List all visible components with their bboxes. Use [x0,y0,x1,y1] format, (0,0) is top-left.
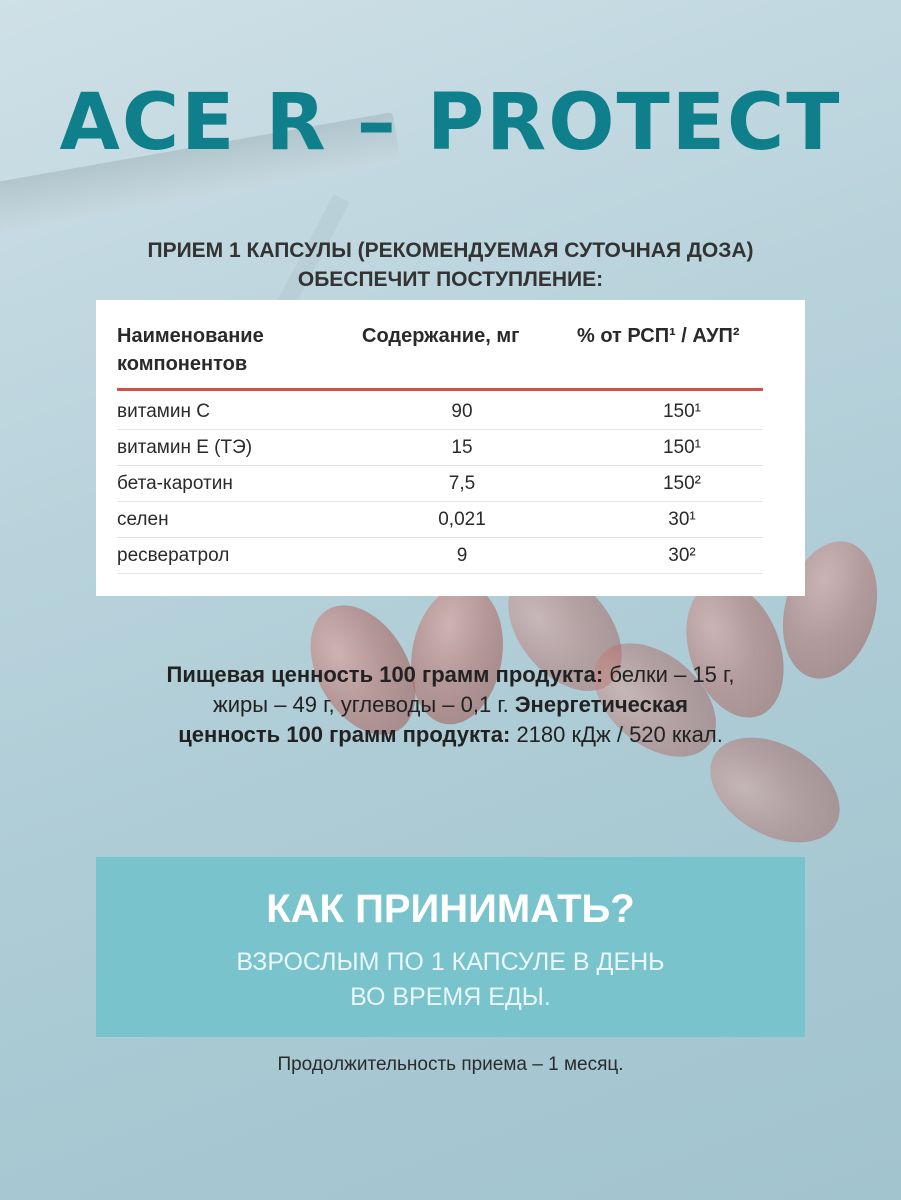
intro-text [0,236,901,294]
cell-name: ресвератрол [117,545,230,566]
cell-percent: 150¹ [662,437,702,458]
header-content: Содержание, мг [362,325,520,347]
nutrition-info [90,660,811,750]
how-to-text [96,945,805,1015]
cell-percent: 150² [662,473,702,494]
composition-table [96,300,805,596]
how-to-line: ВО ВРЕМЯ ЕДЫ. [350,983,551,1011]
table-row [117,502,763,538]
how-to-take-box [96,857,805,1037]
cell-value: 90 [451,401,473,422]
cell-percent: 150¹ [662,401,702,422]
energy-label: Энергетическая [514,692,688,717]
cell-value: 15 [451,437,473,458]
header-percent: % от РСП¹ / АУП² [577,325,740,347]
intro-line: ОБЕСПЕЧИТ ПОСТУПЛЕНИЕ: [297,268,604,291]
nutrition-label: Пищевая ценность 100 грамм продукта: [166,662,604,687]
header-divider [117,388,763,391]
table-row [117,466,763,502]
header-name-line: компонентов [117,353,248,375]
table-row [117,394,763,430]
cell-percent: 30¹ [668,509,696,530]
product-title: ACE R – PROTECT [59,78,842,168]
energy-label: ценность 100 грамм продукта: [178,722,511,747]
cell-name: витамин С [117,401,210,422]
table-row [117,430,763,466]
how-to-title: КАК ПРИНИМАТЬ? [266,887,635,931]
header-name-line: Наименование [117,325,264,347]
header-name [117,322,337,378]
cell-name: витамин Е (ТЭ) [117,437,253,458]
cell-value: 0,021 [438,509,486,530]
cell-value: 7,5 [448,473,476,494]
table-body [117,394,763,574]
table-row [117,538,763,574]
intro-line: ПРИЕМ 1 КАПСУЛЫ (РЕКОМЕНДУЕМАЯ СУТОЧНАЯ ДОЗА) [147,239,754,262]
cell-name: селен [117,509,169,530]
duration-text: Продолжительность приема – 1 месяц. [277,1054,624,1075]
cell-percent: 30² [668,545,696,566]
cell-name: бета-каротин [117,473,233,494]
cell-value: 9 [456,545,468,566]
nutrition-text: жиры – 49 г, углеводы – 0,1 г. [213,692,515,717]
energy-text: 2180 кДж / 520 ккал. [510,722,723,747]
nutrition-text: белки – 15 г, [603,662,735,687]
how-to-line: ВЗРОСЛЫМ ПО 1 КАПСУЛЕ В ДЕНЬ [236,948,665,976]
